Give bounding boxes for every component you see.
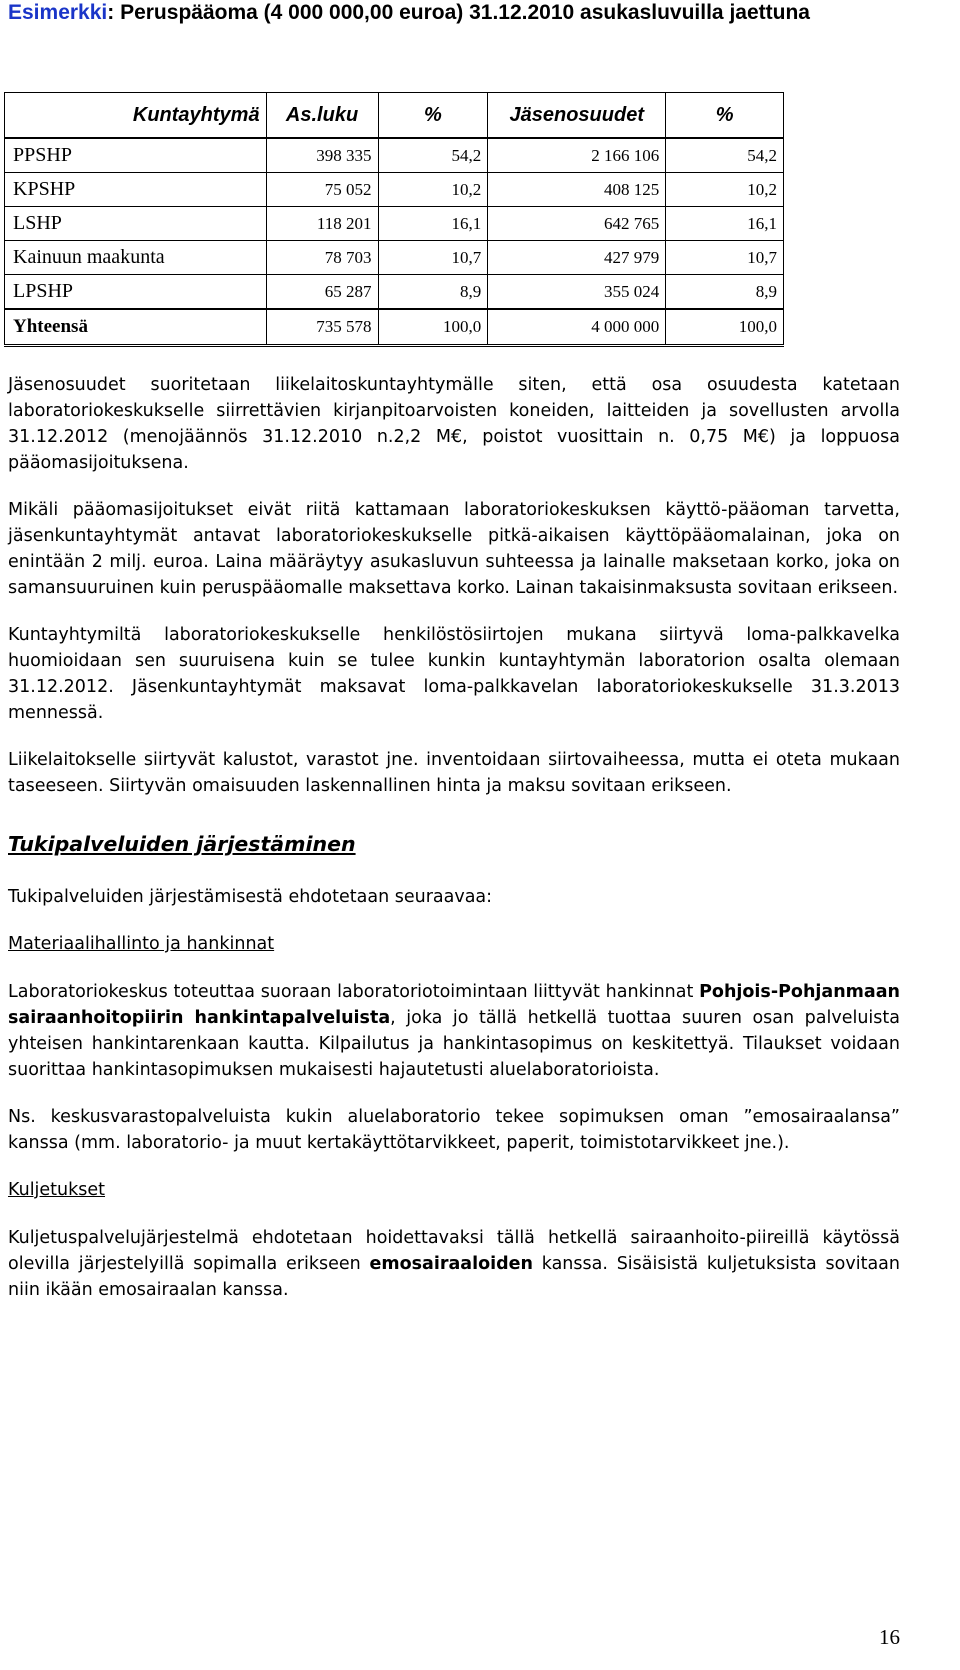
col-header-percent-2: % bbox=[666, 93, 784, 139]
cell-asluku: 65 287 bbox=[266, 275, 378, 310]
cell-name: PPSHP bbox=[5, 138, 267, 173]
col-header-percent: % bbox=[378, 93, 488, 139]
cell-percent-2: 8,9 bbox=[666, 275, 784, 310]
cell-name: LSHP bbox=[5, 207, 267, 241]
paragraph-jasenosuudet: Jäsenosuudet suoritetaan liikelaitoskuntayhtymälle siten, että osa osuudesta katetaan laboratoriokeskukselle siirrettävien kirjanpitoarvoisten koneiden, laitteiden ja sovellusten arvolla 31.12.2012 (menojäännös 31.12.2010 n.2,2 M€, poistot vuosittain n. 0,75 M€) ja loppuosa pääomasijoituksena. bbox=[8, 375, 900, 473]
cell-percent: 8,9 bbox=[378, 275, 488, 310]
col-header-kuntayhtyma: Kuntayhtymä bbox=[5, 93, 267, 139]
cell-percent-2: 54,2 bbox=[666, 138, 784, 173]
cell-name: LPSHP bbox=[5, 275, 267, 310]
hankinnat-bold-text: Pohjois-Pohjanmaan sairaanhoitopiirin hankintapalveluista bbox=[8, 982, 900, 1028]
heading-text: : Peruspääoma (4 000 000,00 euroa) 31.12.2010 asukasluvuilla jaettuna bbox=[107, 1, 810, 24]
kuljetukset-bold-text: emosairaaloiden bbox=[369, 1254, 533, 1274]
table-row bbox=[5, 275, 784, 310]
kuljetukset-text-start: Kuljetuspalvelujärjestelmä ehdotetaan hoidettavaksi tällä hetkellä sairaanhoito-piireillä käytössä olevilla järjestelyillä sopimalla erikseen bbox=[8, 1228, 900, 1274]
table-header-row bbox=[5, 93, 784, 139]
hankinnat-text-start: Laboratoriokeskus toteuttaa suoraan laboratoriotoimintaan liittyvät hankinnat bbox=[8, 982, 700, 1002]
cell-percent-2: 16,1 bbox=[666, 207, 784, 241]
cell-total-jasenosuudet: 4 000 000 bbox=[488, 309, 666, 346]
cell-percent-2: 10,7 bbox=[666, 241, 784, 275]
paragraph-kalustot: Liikelaitokselle siirtyvät kalustot, varastot jne. inventoidaan siirtovaiheessa, mutta ei oteta mukaan taseeseen. Siirtyvän omaisuuden laskennallinen hinta ja maksu sovitaan erikseen. bbox=[8, 750, 900, 796]
cell-name: Kainuun maakunta bbox=[5, 241, 267, 275]
allocation-table-wrapper bbox=[4, 92, 784, 347]
subheading-materiaalihallinto: Materiaalihallinto ja hankinnat bbox=[8, 934, 275, 954]
cell-total-label: Yhteensä bbox=[5, 309, 267, 346]
cell-jasenosuudet: 2 166 106 bbox=[488, 138, 666, 173]
cell-asluku: 75 052 bbox=[266, 173, 378, 207]
section-title: Tukipalveluiden järjestäminen bbox=[8, 832, 356, 856]
allocation-table bbox=[4, 92, 784, 347]
paragraph-keskusvarasto: Ns. keskusvarastopalveluista kukin aluelaboratorio tekee sopimuksen oman ”emosairaalansa” kanssa (mm. laboratorio- ja muut kertakäyttötarvikkeet, paperit, toimistotarvikkeet jne.). bbox=[8, 1107, 900, 1153]
cell-asluku: 78 703 bbox=[266, 241, 378, 275]
cell-asluku: 118 201 bbox=[266, 207, 378, 241]
cell-percent: 10,7 bbox=[378, 241, 488, 275]
cell-total-asluku: 735 578 bbox=[266, 309, 378, 346]
cell-percent: 54,2 bbox=[378, 138, 488, 173]
paragraph-hankinnat bbox=[8, 979, 900, 1083]
page-heading bbox=[8, 0, 898, 26]
kuljetukset-text-end: kanssa. Sisäisistä kuljetuksista sovitaan niin ikään emosairaalan kanssa. bbox=[8, 1254, 900, 1300]
cell-percent: 16,1 bbox=[378, 207, 488, 241]
cell-jasenosuudet: 642 765 bbox=[488, 207, 666, 241]
cell-asluku: 398 335 bbox=[266, 138, 378, 173]
page-number: 16 bbox=[879, 1625, 900, 1649]
cell-total-percent-2: 100,0 bbox=[666, 309, 784, 346]
paragraph-paaomasijoitukset: Mikäli pääomasijoitukset eivät riitä kattamaan laboratoriokeskuksen käyttö-pääoman tarvetta, jäsenkuntayhtymät antavat laboratoriokeskukselle pitkä-aikaisen käyttöpääomalainan, joka on enintään 2 milj. euroa. Laina määräytyy asukasluvun suhteessa ja lainalle maksetaan korko, joka on samansuuruinen kuin peruspääomalle maksettava korko. Lainan takaisinmaksusta sovitaan erikseen. bbox=[8, 500, 900, 598]
body-text bbox=[8, 372, 900, 1324]
cell-total-percent: 100,0 bbox=[378, 309, 488, 346]
col-header-jasenosuudet: Jäsenosuudet bbox=[488, 93, 666, 139]
heading-highlight: Esimerkki bbox=[8, 1, 108, 24]
col-header-asluku: As.luku bbox=[266, 93, 378, 139]
subheading-kuljetukset: Kuljetukset bbox=[8, 1180, 106, 1200]
hankinnat-text-end: , joka jo tällä hetkellä tuottaa suuren osan palveluista yhteisen hankintarenkaan kautta. Kilpailutus ja hankintasopimus on keskitettyä. Tilaukset voidaan suorittaa hankintasopimuksen mukaisesti hajautetusti aluelaboratorioista. bbox=[8, 1008, 900, 1080]
cell-percent-2: 10,2 bbox=[666, 173, 784, 207]
cell-jasenosuudet: 427 979 bbox=[488, 241, 666, 275]
table-total-row bbox=[5, 309, 784, 346]
cell-name: KPSHP bbox=[5, 173, 267, 207]
cell-percent: 10,2 bbox=[378, 173, 488, 207]
paragraph-kuljetukset bbox=[8, 1225, 900, 1303]
section-intro: Tukipalveluiden järjestämisestä ehdotetaan seuraavaa: bbox=[8, 887, 493, 907]
table-row bbox=[5, 207, 784, 241]
table-row bbox=[5, 241, 784, 275]
cell-jasenosuudet: 355 024 bbox=[488, 275, 666, 310]
paragraph-lomapalkkavelka: Kuntayhtymiltä laboratoriokeskukselle henkilöstösiirtojen mukana siirtyvä loma-palkkavelka huomioidaan sen suuruisena kuin se tulee kunkin kuntayhtymän laboratorion osalta olemaan 31.12.2012. Jäsenkuntayhtymät maksavat loma-palkkavelan laboratoriokeskukselle 31.3.2013 mennessä. bbox=[8, 625, 900, 723]
cell-jasenosuudet: 408 125 bbox=[488, 173, 666, 207]
table-row bbox=[5, 173, 784, 207]
table-row bbox=[5, 138, 784, 173]
